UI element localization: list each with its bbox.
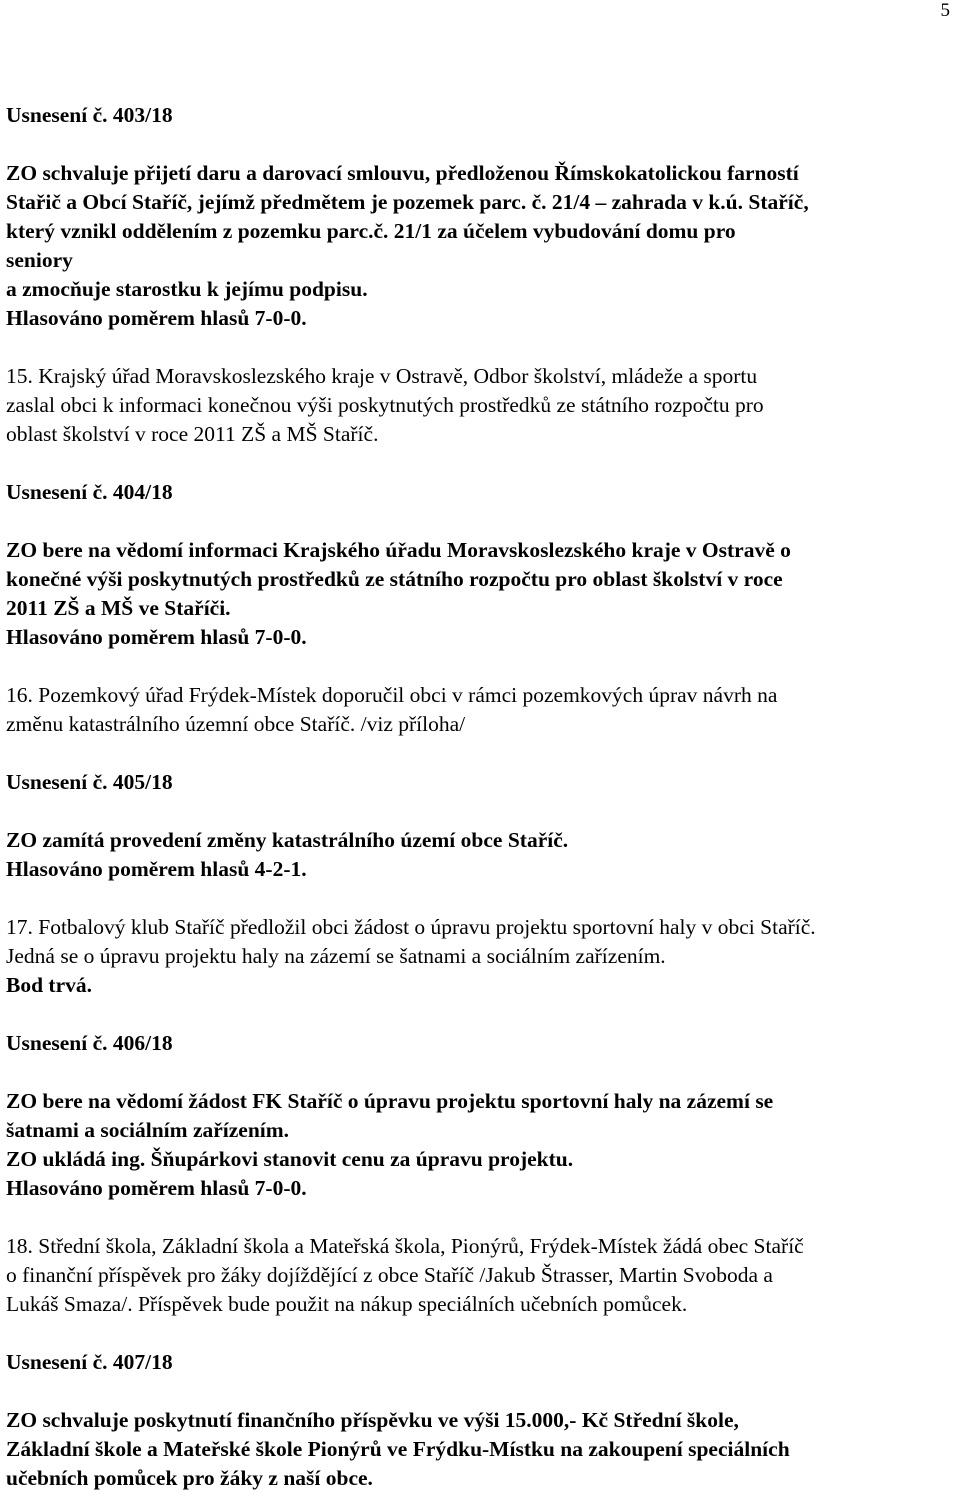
paragraph-gap: [6, 1203, 958, 1232]
vote-result: Hlasováno poměrem hlasů 7-0-0.: [6, 1176, 307, 1200]
item-line: o finanční příspěvek pro žáky dojíždějící z obce Staříč /Jakub Štrasser, Martin Svoboda a: [6, 1263, 773, 1287]
paragraph-gap: [6, 1058, 958, 1087]
resolution-heading: Usnesení č. 404/18: [6, 480, 173, 504]
paragraph-gap: [6, 1000, 958, 1029]
decision-line: ZO schvaluje přijetí daru a darovací smlouvu, předloženou Římskokatolickou farností: [6, 161, 799, 185]
decision-line: Stařič a Obcí Staříč, jejímž předmětem je pozemek parc. č. 21/4 – zahrada v k.ú. Staříč,: [6, 190, 809, 214]
resolution-heading: Usnesení č. 403/18: [6, 103, 173, 127]
item-line: zaslal obci k informaci konečnou výši poskytnutých prostředků ze státního rozpočtu pro: [6, 393, 764, 417]
decision-line: který vznikl oddělením z pozemku parc.č. 21/1 za účelem vybudování domu pro: [6, 219, 736, 243]
paragraph-gap: [6, 1377, 958, 1406]
decision-line: ZO schvaluje poskytnutí finančního příspěvku ve výši 15.000,- Kč Střední škole,: [6, 1408, 739, 1432]
vote-result: Hlasováno poměrem hlasů 4-2-1.: [6, 857, 307, 881]
item-line: 18. Střední škola, Základní škola a Mateřská škola, Pionýrů, Frýdek-Místek žádá obec Staříč: [6, 1234, 804, 1258]
decision-line: ZO bere na vědomí žádost FK Staříč o úpravu projektu sportovní haly na zázemí se: [6, 1089, 774, 1113]
item-line: Jedná se o úpravu projektu haly na zázemí se šatnami a sociálním zařízením.: [6, 944, 666, 968]
item-line: Lukáš Smaza/. Příspěvek bude použit na nákup speciálních učebních pomůcek.: [6, 1292, 688, 1316]
paragraph-gap: [6, 884, 958, 913]
resolution-heading: Usnesení č. 405/18: [6, 770, 173, 794]
decision-line: šatnami a sociálním zařízením.: [6, 1118, 290, 1142]
item-line: 17. Fotbalový klub Staříč předložil obci žádost o úpravu projektu sportovní haly v obci Staříč.: [6, 915, 816, 939]
paragraph-gap: [6, 652, 958, 681]
decision-line: Základní škole a Mateřské škole Pionýrů ve Frýdku-Místku na zakoupení speciálních: [6, 1437, 790, 1461]
page-number: 5: [940, 0, 950, 21]
decision-line: a zmocňuje starostku k jejímu podpisu.: [6, 277, 368, 301]
paragraph-gap: [6, 797, 958, 826]
item-line: změnu katastrálního územní obce Staříč. /viz příloha/: [6, 712, 466, 736]
paragraph-gap: [6, 507, 958, 536]
resolution-heading: Usnesení č. 407/18: [6, 1350, 173, 1374]
vote-result: Hlasováno poměrem hlasů 7-0-0.: [6, 625, 307, 649]
item-line: oblast školství v roce 2011 ZŠ a MŠ Staříč.: [6, 422, 379, 446]
decision-line: učebních pomůcek pro žáky z naší obce.: [6, 1466, 373, 1490]
item-line: 15. Krajský úřad Moravskoslezského kraje v Ostravě, Odbor školství, mládeže a sportu: [6, 364, 758, 388]
decision-line: ZO zamítá provedení změny katastrálního území obce Staříč.: [6, 828, 569, 852]
decision-line: 2011 ZŠ a MŠ ve Staříči.: [6, 596, 231, 620]
vote-result: Hlasováno poměrem hlasů 7-0-0.: [6, 306, 307, 330]
decision-line: ZO bere na vědomí informaci Krajského úřadu Moravskoslezského kraje v Ostravě o: [6, 538, 791, 562]
paragraph-gap: [6, 449, 958, 478]
decision-line: seniory: [6, 248, 73, 272]
document-body: [6, 101, 958, 1493]
item-line: 16. Pozemkový úřad Frýdek-Místek doporučil obci v rámci pozemkových úprav návrh na: [6, 683, 778, 707]
decision-line: ZO ukládá ing. Šňupárkovi stanovit cenu za úpravu projektu.: [6, 1147, 574, 1171]
decision-line: konečné výši poskytnutých prostředků ze státního rozpočtu pro oblast školství v roce: [6, 567, 783, 591]
paragraph-gap: [6, 333, 958, 362]
item-status: Bod trvá.: [6, 973, 92, 997]
paragraph-gap: [6, 1319, 958, 1348]
resolution-heading: Usnesení č. 406/18: [6, 1031, 173, 1055]
paragraph-gap: [6, 739, 958, 768]
paragraph-gap: [6, 130, 958, 159]
